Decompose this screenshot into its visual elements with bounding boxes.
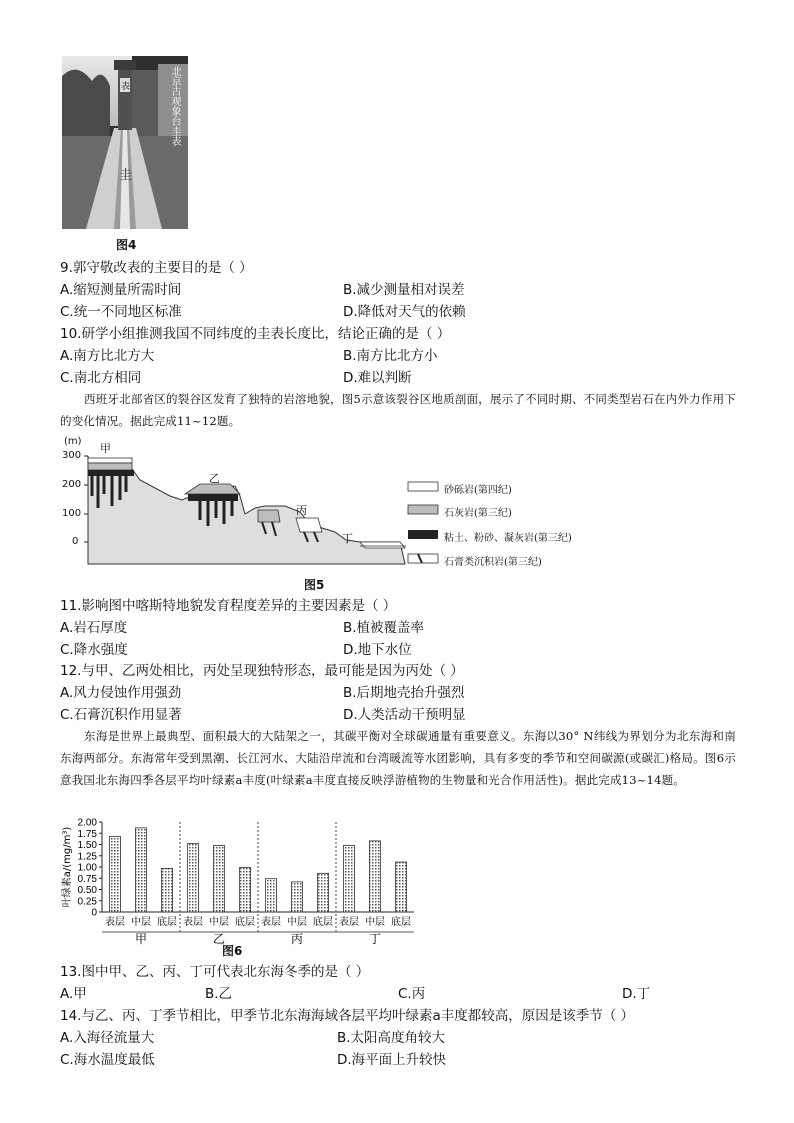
q11-stem: 11.影响图中喀斯特地貌发育程度差异的主要因素是（ ） <box>60 598 397 614</box>
site-jia-label: 甲 <box>100 442 111 455</box>
passage-east-china-sea: 东海是世界上最典型、面积最大的大陆架之一，其碳平衡对全球碳通量有重要意义。东海以30° N纬线为界划分为北东海和南东海两部分。东海常年受到黑潮、长江河水、大陆沿岸流和台湾暖流等水团影响，具有多变的季节和空间碳源(或碳汇)格局。图6示意我国北东海四季各层平均叶绿素a丰度(叶绿素a丰度直接反映浮游植物的生物量和光合作用活性)。据此完成13~14题。 <box>60 729 736 787</box>
layer-tick-label: 底层 <box>391 917 411 928</box>
q13-option-d[interactable]: D.丁 <box>622 986 651 1002</box>
fig5-ytick-200: 200 <box>62 479 82 490</box>
layer-tick-label: 中层 <box>131 917 151 928</box>
y-axis-label: 叶绿素a/(mg/m³) <box>62 826 73 908</box>
y-tick-label: 2.00 <box>77 817 97 829</box>
fig5-unit: (m) <box>64 436 82 447</box>
biao-char: 表 <box>121 82 131 92</box>
bar <box>110 836 121 912</box>
layer-tick-label: 中层 <box>365 917 385 928</box>
q11-option-b[interactable]: B.植被覆盖率 <box>343 620 425 636</box>
q14-option-a[interactable]: A.入海径流量大 <box>60 1030 155 1046</box>
group-label: 丁 <box>368 932 382 946</box>
layer-tick-label: 底层 <box>313 917 333 928</box>
q10-option-a[interactable]: A.南方比北方大 <box>60 348 155 364</box>
bar <box>162 868 173 912</box>
q9-option-d[interactable]: D.降低对天气的依赖 <box>343 304 466 320</box>
site-bing-label: 丙 <box>296 504 307 517</box>
layer-tick-label: 中层 <box>287 917 307 928</box>
y-tick-label: 1.50 <box>77 840 97 851</box>
q9-option-a[interactable]: A.缩短测量所需时间 <box>60 282 182 298</box>
bar <box>214 845 225 912</box>
q10-stem: 10.研学小组推测我国不同纬度的圭表长度比，结论正确的是（ ） <box>60 326 451 342</box>
q12-option-b[interactable]: B.后期地壳抬升强烈 <box>343 685 465 701</box>
group-label: 甲 <box>134 932 148 946</box>
q12-option-c[interactable]: C.石膏沉积作用显著 <box>60 707 182 723</box>
q14-option-b[interactable]: B.太阳高度角较大 <box>337 1030 446 1046</box>
layer-tick-label: 底层 <box>157 917 177 928</box>
q11-option-c[interactable]: C.降水强度 <box>60 642 128 658</box>
bar <box>344 845 355 912</box>
gui-biao-photo <box>62 56 188 229</box>
legend-limestone: 石灰岩(第三纪) <box>444 508 512 519</box>
y-tick-label: 0.75 <box>77 873 97 885</box>
layer-tick-label: 中层 <box>209 917 229 928</box>
q13-option-a[interactable]: A.甲 <box>60 986 87 1002</box>
q12-option-d[interactable]: D.人类活动干预明显 <box>343 707 466 723</box>
y-tick-label: 0 <box>91 907 97 919</box>
q10-option-b[interactable]: B.南方比北方小 <box>343 348 438 364</box>
legend-clay: 粘土、粉砂、凝灰岩(第三纪) <box>444 533 572 544</box>
bar <box>292 882 303 912</box>
q14-option-d[interactable]: D.海平面上升较快 <box>337 1052 447 1068</box>
q9-option-c[interactable]: C.统一不同地区标准 <box>60 304 182 320</box>
fig5-section <box>60 436 736 570</box>
fig5-ytick-0: 0 <box>72 536 79 547</box>
y-tick-label: 0.50 <box>77 885 97 896</box>
q11-option-a[interactable]: A.岩石厚度 <box>60 620 128 636</box>
layer-tick-label: 底层 <box>235 917 255 928</box>
q9-option-b[interactable]: B.减少测量相对误差 <box>343 282 465 298</box>
layer-tick-label: 表层 <box>339 917 359 928</box>
bar <box>370 841 381 912</box>
bar <box>396 862 407 912</box>
q11-option-d[interactable]: D.地下水位 <box>343 642 412 658</box>
layer-tick-label: 表层 <box>183 917 203 928</box>
bar <box>266 879 277 912</box>
bar <box>318 873 329 912</box>
legend-sandstone: 砂砾岩(第四纪) <box>444 485 512 496</box>
q13-option-c[interactable]: C.丙 <box>398 986 426 1002</box>
q9-stem: 9.郭守敬改表的主要目的是（ ） <box>60 260 253 276</box>
q13-option-b[interactable]: B.乙 <box>205 986 233 1002</box>
q12-option-a[interactable]: A.风力侵蚀作用强劲 <box>60 685 182 701</box>
fig6-caption: 图6 <box>222 944 243 958</box>
layer-tick-label: 表层 <box>105 917 125 928</box>
site-yi-label: 乙 <box>209 472 220 485</box>
fig5-ytick-300: 300 <box>62 450 82 461</box>
q10-option-c[interactable]: C.南北方相同 <box>60 370 142 386</box>
y-tick-label: 1.00 <box>77 862 97 874</box>
y-tick-label: 0.25 <box>77 896 97 908</box>
layer-tick-label: 表层 <box>261 917 281 928</box>
bar <box>240 867 251 912</box>
gui-char: 圭 <box>119 168 133 183</box>
site-ding-label: 丁 <box>342 532 353 545</box>
group-label: 乙 <box>212 932 226 946</box>
fig5-caption: 图5 <box>304 578 325 592</box>
bar <box>136 828 147 912</box>
group-label: 丙 <box>290 932 304 946</box>
photo-vertical-caption: 北京古观象台圭表 <box>169 66 180 146</box>
legend-gypsum: 石膏类沉积岩(第三纪) <box>444 557 542 568</box>
bar <box>188 844 199 912</box>
y-tick-label: 1.75 <box>77 828 97 840</box>
fig5-ytick-100: 100 <box>62 508 82 519</box>
fig4-caption: 图4 <box>116 238 137 252</box>
q13-stem: 13.图中甲、乙、丙、丁可代表北东海冬季的是（ ） <box>60 964 370 980</box>
passage-karst: 西班牙北部省区的裂谷区发育了独特的岩溶地貌，图5示意该裂谷区地质剖面，展示了不同时期、不同类型岩石在内外力作用下的变化情况。据此完成11~12题。 <box>60 392 736 428</box>
q12-stem: 12.与甲、乙两处相比，丙处呈现独特形态，最可能是因为丙处（ ） <box>60 663 464 679</box>
y-tick-label: 1.25 <box>77 851 97 863</box>
q10-option-d[interactable]: D.难以判断 <box>343 370 412 386</box>
q14-option-c[interactable]: C.海水温度最低 <box>60 1052 155 1068</box>
q14-stem: 14.与乙、丙、丁季节相比，甲季节北东海海域各层平均叶绿素a丰度都较高，原因是该季节（ ） <box>60 1008 635 1024</box>
